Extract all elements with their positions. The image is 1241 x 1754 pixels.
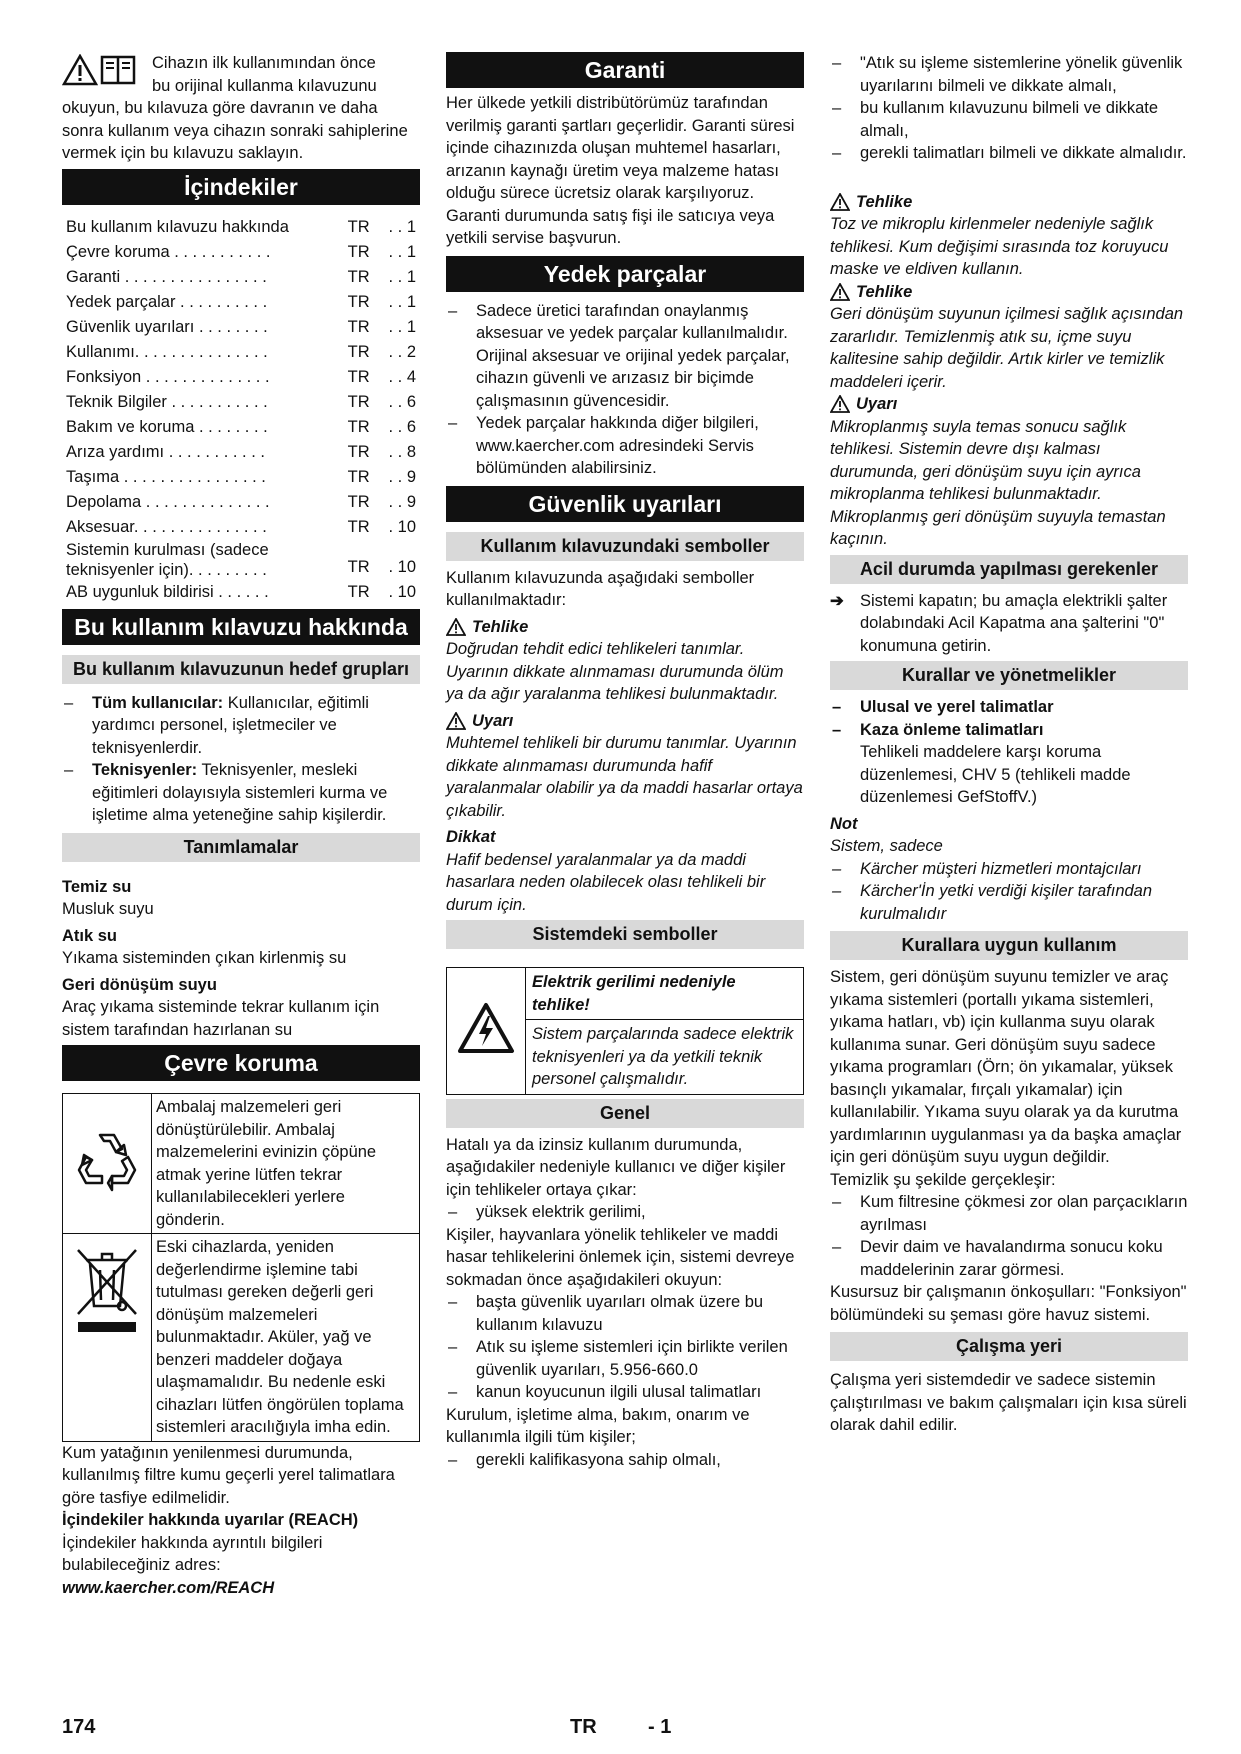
toc-row[interactable] <box>62 265 420 290</box>
intro <box>62 52 420 165</box>
intro-line-2: bu orijinal kullanma kılavuzunu <box>152 76 377 95</box>
toc-page: . . 6 <box>388 417 416 436</box>
toc-label: Teknik Bilgiler . . . . . . . . . . . <box>66 392 268 411</box>
intended-use-title: Kurallara uygun kullanım <box>830 931 1188 960</box>
toc-install-line-2: teknisyenler için). . . . . . . . . <box>66 560 267 579</box>
toc-row-install[interactable] <box>62 540 420 580</box>
reach-url-link[interactable]: www.kaercher.com/REACH <box>62 1578 275 1597</box>
all-users-item <box>62 692 420 760</box>
toc-lang: TR <box>347 467 370 486</box>
warning-triangle-icon <box>446 618 466 636</box>
toc-label: Çevre koruma . . . . . . . . . . . <box>66 242 271 261</box>
toc-page: . . 2 <box>388 342 416 361</box>
column-1 <box>62 52 420 1599</box>
toc-lang: TR <box>347 492 370 511</box>
sand-text: Kum yatağının yenilenmesi durumunda, kullanılmış filtre kumu geçerli yerel talimatlara göre tasfiye edilmelidir. <box>62 1443 395 1507</box>
toc-label: Aksesuar. . . . . . . . . . . . . . . <box>66 517 267 536</box>
persons-text: Kurulum, işletime alma, bakım, onarım ve kullanımla ilgili tüm kişiler; <box>446 1405 750 1446</box>
danger2-heading <box>830 281 1188 304</box>
toc-label: Yedek parçalar . . . . . . . . . . <box>66 292 268 311</box>
crossed-bin-icon <box>72 1244 142 1334</box>
danger2-text: Geri dönüşüm suyunun içilmesi sağlık açısından zararlıdır. Temizlenmiş atık su, içme suyu kalitesine sahip değildir. Artık kirler ve temizlik maddeleri içerir. <box>830 305 1184 391</box>
general-text: Hatalı ya da izinsiz kullanım durumunda, aşağıdakiler nedeniyle kullanıcı ve diğer kişiler için tehlikeler ortaya çıkar: <box>446 1135 786 1199</box>
toc-label: Güvenlik uyarıları . . . . . . . . <box>66 317 268 336</box>
general-title: Genel <box>446 1099 804 1128</box>
toc-page: . . 1 <box>388 292 416 311</box>
toc-title: İçindekiler <box>62 169 420 205</box>
technicians-item <box>62 759 420 827</box>
reach-text: İçindekiler hakkında ayrıntılı bilgileri bulabileceğiniz adres: <box>62 1533 323 1574</box>
note-label: Not <box>830 814 858 833</box>
toc-row[interactable] <box>62 465 420 490</box>
toc-row-ab[interactable] <box>62 580 420 605</box>
toc-row[interactable] <box>62 440 420 465</box>
toc-lang: TR <box>347 267 370 286</box>
general-item-1: – yüksek elektrik gerilimi, <box>446 1201 804 1224</box>
emergency-title: Acil durumda yapılması gerekenler <box>830 555 1188 584</box>
clean-water-label: Temiz su <box>62 877 132 896</box>
toc-page: . . 4 <box>388 367 416 386</box>
footer-lang: TR <box>570 1716 597 1738</box>
cleaning-item-1: – Kum filtresine çökmesi zor olan parçacıkların ayrılması <box>830 1191 1188 1236</box>
read-item-1: – başta güvenlik uyarıları olmak üzere bu kullanım kılavuzu <box>446 1291 804 1336</box>
env-title: Çevre koruma <box>62 1045 420 1081</box>
toc-ab-page: . 10 <box>388 582 416 601</box>
toc-lang: TR <box>347 417 370 436</box>
column-3 <box>830 52 1188 1437</box>
rules-item-1: – Ulusal ve yerel talimatlar <box>830 696 1188 719</box>
spare-item-2: – Yedek parçalar hakkında diğer bilgileri, www.kaercher.com adresindeki Servis bölümünden alabilirsiniz. <box>446 412 804 480</box>
danger1-heading <box>830 191 1188 214</box>
person-item-3: – bu kullanım kılavuzunu bilmeli ve dikkate almalı, <box>830 97 1188 142</box>
toc-lang: TR <box>347 217 370 236</box>
toc-page: . 10 <box>388 517 416 536</box>
note-text: Sistem, sadece <box>830 837 943 855</box>
warning-heading <box>446 710 804 733</box>
warning-triangle-icon <box>62 54 98 86</box>
general-text-2: Kişiler, hayvanlara yönelik tehlikeler ve maddi hasar tehlikelerini önlemek için, sistemi devreye sokmadan önce aşağıdakileri okuyun: <box>446 1225 795 1289</box>
toc-label: Bu kullanım kılavuzu hakkında <box>66 217 289 236</box>
reach-title: İçindekiler hakkında uyarılar (REACH) <box>62 1511 359 1529</box>
person-item-4: – gerekli talimatları bilmeli ve dikkate almalıdır. <box>830 142 1188 165</box>
high-voltage-icon <box>457 1002 515 1054</box>
definitions-title: Tanımlamalar <box>62 833 420 862</box>
recycle-water-label: Geri dönüşüm suyu <box>62 975 217 994</box>
read-item-2: – Atık su işleme sistemleri için birlikte verilen güvenlik uyarıları, 5.956-660.0 <box>446 1336 804 1381</box>
warranty-text: Her ülkede yetkili distribütörümüz tarafından verilmiş garanti şartları geçerlidir. Garanti süresi içinde cihazınızda oluşan muhtemel hasarları, arızanın kaynağı üretim veya malzeme hatası olduğu sürece ücretsiz olarak karşılıyoruz. Garanti durumunda satış fişi ile satıcıya veya yetkili servise başvurun. <box>446 94 795 247</box>
toc-page: . . 1 <box>388 242 416 261</box>
toc-page: . . 1 <box>388 317 416 336</box>
toc-label: Arıza yardımı . . . . . . . . . . . <box>66 442 265 461</box>
toc-lang: TR <box>347 242 370 261</box>
toc-lang: TR <box>347 392 370 411</box>
caution-label: Dikkat <box>446 828 496 846</box>
rules-item-2-text: Tehlikeli maddelere karşı koruma düzenlemesi, CHV 5 (tehlikeli madde düzenlemesi GefStoffV.) <box>860 743 1131 806</box>
toc-row[interactable] <box>62 315 420 340</box>
spare-item-1: – Sadece üretici tarafından onaylanmış aksesuar ve yedek parçalar kullanılmalıdır. Orijinal aksesuar ve orijinal yedek parçalar, cihazın güvenli ve arızasız bir biçimde çalışmasının güvencesidir. <box>446 300 804 413</box>
workplace-text: Çalışma yeri sistemdedir ve sadece sistemin çalıştırılması ve bakım çalışmaları için kısa süreli olarak dahil edilir. <box>830 1371 1187 1434</box>
toc-table <box>62 215 420 605</box>
toc-row[interactable] <box>62 340 420 365</box>
recycle-water-text: Araç yıkama sisteminde tekrar kullanım için sistem tarafından hazırlanan su <box>62 998 380 1039</box>
toc-row[interactable] <box>62 490 420 515</box>
danger2-label: Tehlike <box>856 282 913 301</box>
danger-label: Tehlike <box>472 617 529 636</box>
toc-page: . . 6 <box>388 392 416 411</box>
toc-row[interactable] <box>62 240 420 265</box>
waste-water-text: Yıkama sisteminden çıkan kirlenmiş su <box>62 949 347 967</box>
toc-label: Bakım ve koruma . . . . . . . . <box>66 417 268 436</box>
warning-triangle-icon <box>446 712 466 730</box>
rules-title: Kurallar ve yönetmelikler <box>830 661 1188 690</box>
safety-title: Güvenlik uyarıları <box>446 486 804 522</box>
caution-text: Hafif bedensel yaralanmalar ya da maddi hasarlara neden olabilecek olası tehlikeli bir durum için. <box>446 850 766 914</box>
warning-triangle-icon <box>830 283 850 301</box>
warn-label: Uyarı <box>856 395 898 413</box>
toc-lang: TR <box>347 342 370 361</box>
warranty-title: Garanti <box>446 52 804 88</box>
manual-book-icon <box>100 54 136 86</box>
warn-text: Mikroplanmış suyla temas sonucu sağlık tehlikesi. Sistemin devre dışı kalması durumunda, geri dönüşüm suyu için ayrıca mikroplanma tehlikesi bulunmaktadır. Mikroplanmış geri dönüşüm suyuyla temastan kaçının. <box>830 417 1166 548</box>
cleaning-text: Temizlik şu şekilde gerçekleşir: <box>830 1170 1056 1189</box>
page-number: 174 <box>62 1716 96 1738</box>
toc-ab-label: AB uygunluk bildirisi . . . . . . <box>66 582 269 601</box>
toc-ab-lang: TR <box>347 582 370 601</box>
technicians-label: Teknisyenler: <box>92 761 198 779</box>
about-title: Bu kullanım kılavuzu hakkında <box>62 609 420 645</box>
toc-page: . . 1 <box>388 267 416 286</box>
toc-page: . . 1 <box>388 217 416 236</box>
toc-label: Depolama . . . . . . . . . . . . . . <box>66 492 270 511</box>
toc-lang: TR <box>347 317 370 336</box>
prerequisites-text: Kusursuz bir çalışmanın önkoşulları: "Fonksiyon" bölümündeki su şeması göre havuz sistemi. <box>830 1283 1187 1324</box>
toc-lang: TR <box>347 292 370 311</box>
warn-heading <box>830 393 1188 416</box>
cleaning-item-2: – Devir daim ve havalandırma sonucu koku maddelerinin zarar görmesi. <box>830 1236 1188 1281</box>
env-table <box>62 1093 420 1442</box>
warning-book-icons <box>62 54 136 86</box>
toc-row[interactable] <box>62 390 420 415</box>
all-users-label: Tüm kullanıcılar: <box>92 693 224 712</box>
toc-row[interactable] <box>62 215 420 240</box>
danger-heading <box>446 616 804 639</box>
clean-water-text: Musluk suyu <box>62 900 154 918</box>
spare-title: Yedek parçalar <box>446 256 804 292</box>
toc-label: Garanti . . . . . . . . . . . . . . . . <box>66 267 267 286</box>
warning-triangle-icon <box>830 395 850 413</box>
danger-text: Doğrudan tehdit edici tehlikeleri tanımlar. Uyarının dikkate alınmaması durumunda ölüm ya da ağır yaralanma tehlikesi bulunmaktadır. <box>446 640 784 703</box>
toc-lang: TR <box>347 442 370 461</box>
toc-row[interactable] <box>62 515 420 540</box>
waste-water-label: Atık su <box>62 926 118 945</box>
toc-install-line-1: Sistemin kurulması (sadece <box>66 540 269 559</box>
toc-label: Taşıma . . . . . . . . . . . . . . . . <box>66 467 266 486</box>
toc-row[interactable] <box>62 290 420 315</box>
read-item-3: – kanun koyucunun ilgili ulusal talimatları <box>446 1381 804 1404</box>
electric-warning-title: Elektrik gerilimi nedeniyle tehlike! <box>526 968 804 1020</box>
footer-sub-page: - 1 <box>648 1716 672 1738</box>
person-item-2: – "Atık su işleme sistemlerine yönelik güvenlik uyarılarını bilmeli ve dikkate almalı, <box>830 52 1188 97</box>
technicians-text: Teknisyenler, mesleki eğitimleri dolayısıyla sistemleri kurma ve işletime alma yeteneğine sahip kişilerdir. <box>92 761 388 824</box>
danger1-text: Toz ve mikroplu kirlenmeler nedeniyle sağlık tehlikesi. Kum değişimi sırasında toz koruyucu maske ve eldiven kullanın. <box>830 215 1169 278</box>
warning-text: Muhtemel tehlikeli bir durumu tanımlar. Uyarının dikkate alınmaması durumunda hafif yaralanmalar olabilir ya da maddi hasarlar ortaya çıkabilir. <box>446 734 803 820</box>
note-item-1: – Kärcher müşteri hizmetleri montajcıları <box>830 858 1188 881</box>
recycle-icon <box>72 1127 142 1193</box>
symbols-intro: Kullanım kılavuzunda aşağıdaki semboller kullanılmaktadır: <box>446 568 755 609</box>
toc-install-page: . 10 <box>388 557 416 576</box>
workplace-title: Çalışma yeri <box>830 1332 1188 1361</box>
electric-warning-text: Sistem parçalarında sadece elektrik teknisyenleri ya da yetkili teknik personel çalışmalıdır. <box>526 1020 804 1095</box>
warning-label: Uyarı <box>472 711 514 730</box>
toc-label: Kullanımı. . . . . . . . . . . . . . . <box>66 342 268 361</box>
electric-warning-table <box>446 967 804 1095</box>
env-old-devices-text: Eski cihazlarda, yeniden değerlendirme işlemine tabi tutulması gereken değerli geri dönüşüm malzemeleri bulunmaktadır. Aküler, yağ ve benzeri maddeler doğaya ulaşmamalıdır. Bu nedenle eski cihazları lütfen öngörülen toplama sistemleri aracılığıyla imha edin. <box>152 1234 420 1442</box>
toc-page: . . 9 <box>388 467 416 486</box>
toc-lang: TR <box>347 517 370 536</box>
note-item-2: – Kärcher'İn yetki verdiği kişiler tarafından kurulmalıdır <box>830 880 1188 925</box>
toc-install-lang: TR <box>347 557 370 576</box>
toc-page: . . 9 <box>388 492 416 511</box>
toc-page: . . 8 <box>388 442 416 461</box>
warning-triangle-icon <box>830 193 850 211</box>
emergency-text: ➔ Sistemi kapatın; bu amaçla elektrikli şalter dolabındaki Acil Kapatma ana şalterini "0" konumuna getirin. <box>830 590 1188 658</box>
env-packaging-text: Ambalaj malzemeleri geri dönüştürülebilir. Ambalaj malzemelerini evinizin çöpüne atmak yerine lütfen tekrar kullanılabilecekleri yerlere gönderin. <box>152 1094 420 1234</box>
target-groups-title: Bu kullanım kılavuzunun hedef grupları <box>62 655 420 684</box>
intro-text: okuyun, bu kılavuza göre davranın ve daha sonra kullanım veya cihazın sonraki sahiplerine vermek için bu kılavuzu saklayın. <box>62 99 408 162</box>
column-2 <box>446 52 804 1471</box>
system-symbols-title: Sistemdeki semboller <box>446 920 804 949</box>
person-item-1: – gerekli kalifikasyona sahip olmalı, <box>446 1449 804 1472</box>
danger1-label: Tehlike <box>856 192 913 211</box>
toc-label: Fonksiyon . . . . . . . . . . . . . . <box>66 367 270 386</box>
intended-use-text: Sistem, geri dönüşüm suyunu temizler ve araç yıkama sistemleri (portallı yıkama sistemleri, yıkama hatları, vb) için kullanma suyu olarak kullanıma sunar. Geri dönüşüm suyu sadece yıkama programları (Örn; ön yıkamalar, yüksek basınçlı yıkamalar, fırçalı yıkamalar) için kullanılabilir. Yıkama suyu olarak ya da kurutma yardımlarının uygulanması ya da başka amaçlar için geri dönüşüm suyu uygun değildir. <box>830 968 1182 1166</box>
intro-line-1: Cihazın ilk kullanımından önce <box>152 54 376 72</box>
manual-symbols-title: Kullanım kılavuzundaki semboller <box>446 532 804 561</box>
rules-item-2: – Kaza önleme talimatları <box>830 719 1188 742</box>
toc-row[interactable] <box>62 365 420 390</box>
toc-row[interactable] <box>62 415 420 440</box>
all-users-text: Kullanıcılar, eğitimli yardımcı personel, işletmeciler ve teknisyenlerdir. <box>92 693 369 757</box>
toc-lang: TR <box>347 367 370 386</box>
